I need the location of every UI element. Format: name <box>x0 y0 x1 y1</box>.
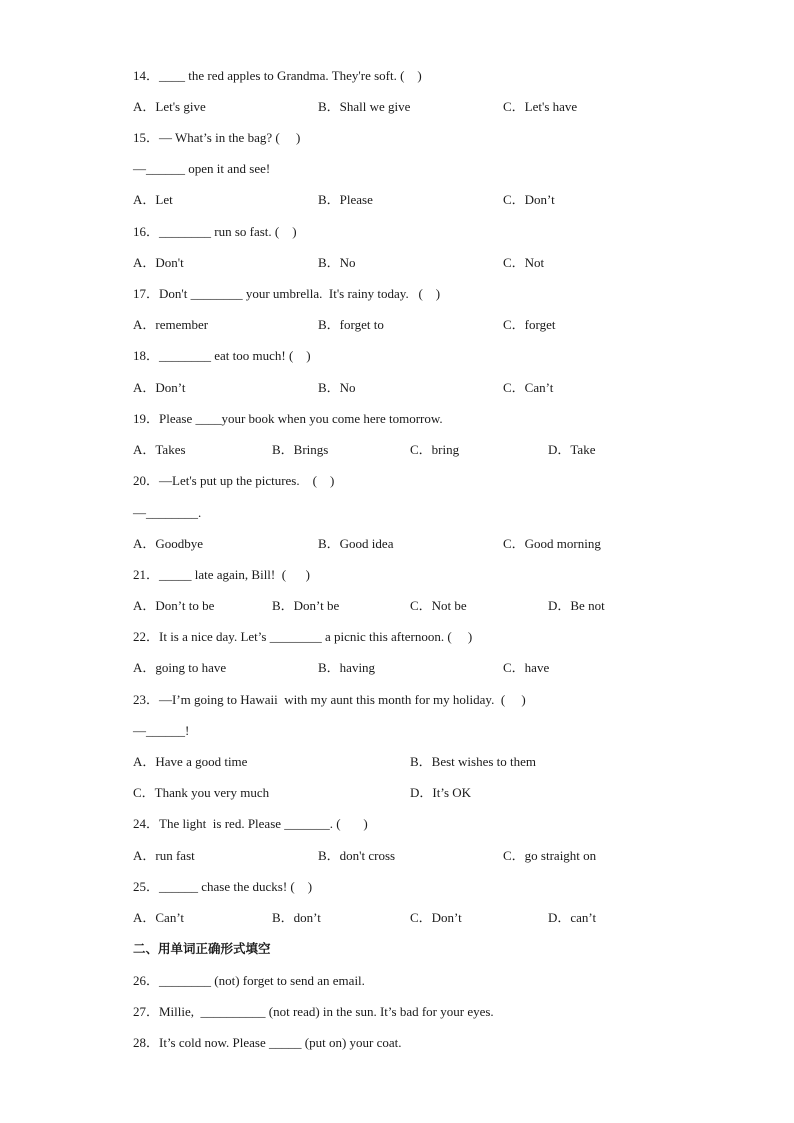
q17-option-c: C．forget <box>503 317 556 332</box>
q23-option-c: C．Thank you very much <box>133 785 270 800</box>
q25-option-c: C．Don’t <box>410 910 462 925</box>
q18-option-b: B．No <box>318 380 356 395</box>
q22-option-b: B．having <box>318 660 376 675</box>
q21-option-d: D．Be not <box>548 598 605 613</box>
q23-option-a: A．Have a good time <box>133 754 248 769</box>
q24-option-a: A．run fast <box>133 848 195 863</box>
question-20-response: —________. <box>133 505 202 520</box>
question-19-stem: 19．Please ____your book when you come here tomorrow. <box>133 411 443 426</box>
q14-option-b: B．Shall we give <box>318 99 411 114</box>
q25-option-a: A．Can’t <box>133 910 185 925</box>
q20-option-b: B．Good idea <box>318 536 394 551</box>
q19-option-b: B．Brings <box>272 442 329 457</box>
q14-option-a: A．Let's give <box>133 99 206 114</box>
q18-option-c: C．Can’t <box>503 380 554 395</box>
q19-option-c: C．bring <box>410 442 460 457</box>
section-2-title: 二、用单词正确形式填空 <box>133 941 271 956</box>
question-18-stem: 18．________ eat too much! ( ) <box>133 348 311 363</box>
question-24-stem: 24．The light is red. Please _______. ( ) <box>133 816 368 831</box>
q19-option-d: D．Take <box>548 442 596 457</box>
q15-option-a: A．Let <box>133 192 173 207</box>
q24-option-b: B．don't cross <box>318 848 396 863</box>
q21-option-b: B．Don’t be <box>272 598 340 613</box>
q20-option-a: A．Goodbye <box>133 536 204 551</box>
q15-option-c: C．Don’t <box>503 192 555 207</box>
q18-option-a: A．Don’t <box>133 380 186 395</box>
question-23-response: —______! <box>133 723 190 738</box>
q21-option-a: A．Don’t to be <box>133 598 215 613</box>
question-14-stem: 14．____ the red apples to Grandma. They're soft. ( ) <box>133 68 422 83</box>
question-28: 28．It’s cold now. Please _____ (put on) your coat. <box>133 1035 402 1050</box>
q17-option-a: A．remember <box>133 317 209 332</box>
q16-option-c: C．Not <box>503 255 545 270</box>
q15-option-b: B．Please <box>318 192 373 207</box>
question-27: 27．Millie, __________ (not read) in the sun. It’s bad for your eyes. <box>133 1004 494 1019</box>
q20-option-c: C．Good morning <box>503 536 601 551</box>
question-25-stem: 25．______ chase the ducks! ( ) <box>133 879 313 894</box>
q24-option-c: C．go straight on <box>503 848 597 863</box>
question-22-stem: 22．It is a nice day. Let’s ________ a picnic this afternoon. ( ) <box>133 629 473 644</box>
q16-option-a: A．Don't <box>133 255 184 270</box>
q17-option-b: B．forget to <box>318 317 384 332</box>
question-17-stem: 17．Don't ________ your umbrella. It's rainy today. ( ) <box>133 286 441 301</box>
q23-option-b: B．Best wishes to them <box>410 754 537 769</box>
q23-option-d: D．It’s OK <box>410 785 472 800</box>
q25-option-d: D．can’t <box>548 910 597 925</box>
question-16-stem: 16．________ run so fast. ( ) <box>133 224 297 239</box>
question-26: 26．________ (not) forget to send an email. <box>133 973 365 988</box>
q21-option-c: C．Not be <box>410 598 467 613</box>
question-20-stem: 20．—Let's put up the pictures. ( ) <box>133 473 335 488</box>
q14-option-c: C．Let's have <box>503 99 578 114</box>
question-23-stem: 23．—I’m going to Hawaii with my aunt this month for my holiday. ( ) <box>133 692 526 707</box>
question-15-response: —______ open it and see! <box>133 161 271 176</box>
question-15-stem: 15．— What’s in the bag? ( ) <box>133 130 301 145</box>
q16-option-b: B．No <box>318 255 356 270</box>
q19-option-a: A．Takes <box>133 442 186 457</box>
q25-option-b: B．don’t <box>272 910 321 925</box>
q22-option-a: A．going to have <box>133 660 227 675</box>
q22-option-c: C．have <box>503 660 550 675</box>
question-21-stem: 21．_____ late again, Bill! ( ) <box>133 567 310 582</box>
